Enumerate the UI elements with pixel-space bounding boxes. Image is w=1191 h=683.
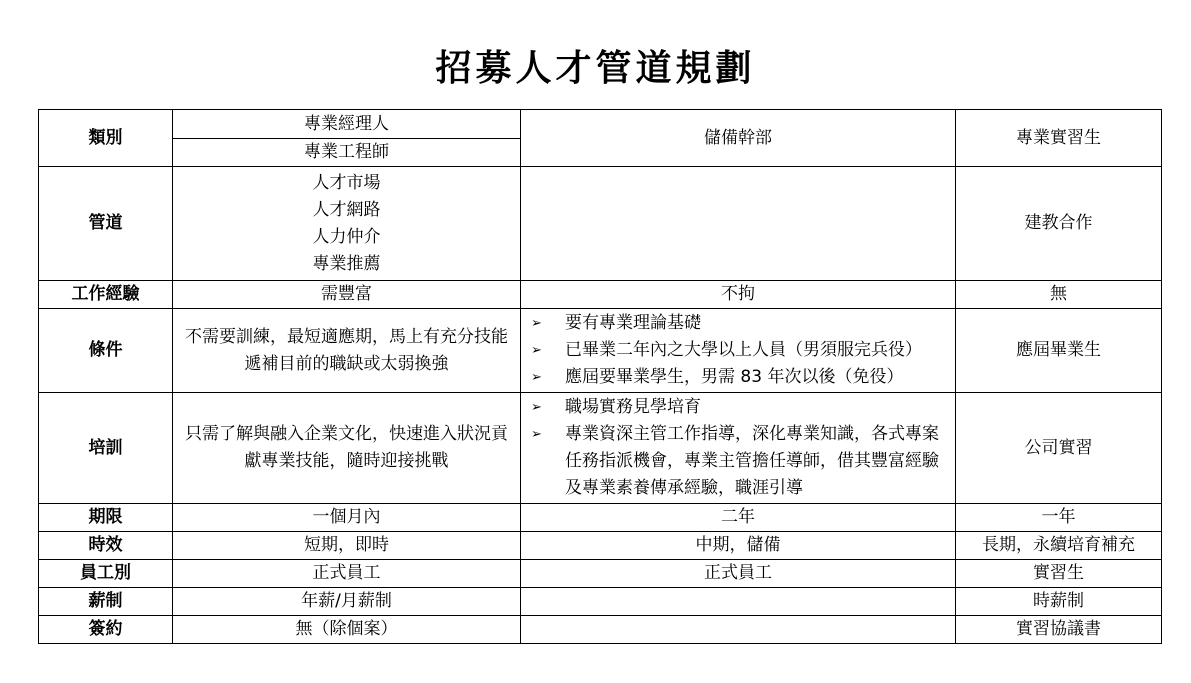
channel-item: 人才網路 xyxy=(312,199,381,220)
cell-term-col1: 一個月內 xyxy=(173,504,521,532)
table-row xyxy=(39,110,1162,139)
row-header-experience: 工作經驗 xyxy=(39,281,173,309)
cell-conditions-col3: 應屆畢業生 xyxy=(956,309,1162,393)
cell-timeliness-col3: 長期，永續培育補充 xyxy=(956,532,1162,560)
page-title: 招募人才管道規劃 xyxy=(435,47,756,89)
table-row xyxy=(39,560,1162,588)
list-item-text: 專業資深主管工作指導，深化專業知識，各式專案任務指派機會，專業主管擔任導師，借其豐富經驗及專業素養傳承經驗，職涯引導 xyxy=(565,424,939,498)
cell-experience-col1: 需豐富 xyxy=(173,281,521,309)
cell-salary-col3: 時薪制 xyxy=(956,588,1162,616)
row-header-channel: 管道 xyxy=(39,167,173,281)
channel-item: 人才市場 xyxy=(312,172,381,193)
row-header-term: 期限 xyxy=(39,504,173,532)
arrow-bullet-icon: ➢ xyxy=(531,316,542,331)
cell-term-col2: 二年 xyxy=(521,504,956,532)
arrow-bullet-icon: ➢ xyxy=(531,343,542,358)
list-item xyxy=(527,310,949,337)
cell-training-col3: 公司實習 xyxy=(956,393,1162,504)
list-item-text: 職場實務見學培育 xyxy=(565,397,701,417)
table-row xyxy=(39,393,1162,504)
training-list xyxy=(527,394,949,502)
row-header-conditions: 條件 xyxy=(39,309,173,393)
table-row xyxy=(39,281,1162,309)
cell-contract-col2 xyxy=(521,616,956,644)
cell-term-col3: 一年 xyxy=(956,504,1162,532)
list-item xyxy=(527,394,949,421)
list-item xyxy=(527,364,949,391)
list-item xyxy=(527,337,949,364)
table-row xyxy=(39,616,1162,644)
cell-category-engineer: 專業工程師 xyxy=(173,139,521,167)
channel-item: 人力仲介 xyxy=(312,226,381,247)
arrow-bullet-icon: ➢ xyxy=(531,400,542,415)
list-item xyxy=(527,421,949,502)
cell-conditions-col1: 不需要訓練，最短適應期，馬上有充分技能遞補目前的職缺或太弱換強 xyxy=(173,309,521,393)
cell-salary-col2 xyxy=(521,588,956,616)
cell-contract-col1: 無（除個案） xyxy=(173,616,521,644)
cell-experience-col2: 不拘 xyxy=(521,281,956,309)
list-item-text: 要有專業理論基礎 xyxy=(565,313,701,333)
list-item-text: 應屆要畢業學生，男需 83 年次以後（免役） xyxy=(565,367,904,387)
cell-employee-type-col1: 正式員工 xyxy=(173,560,521,588)
row-header-salary: 薪制 xyxy=(39,588,173,616)
conditions-list xyxy=(527,310,949,391)
cell-category-intern: 專業實習生 xyxy=(956,110,1162,167)
cell-channel-col1 xyxy=(173,167,521,281)
channel-item: 專業推薦 xyxy=(312,253,381,274)
cell-category-reserve-cadre: 儲備幹部 xyxy=(521,110,956,167)
row-header-contract: 簽約 xyxy=(39,616,173,644)
cell-timeliness-col1: 短期，即時 xyxy=(173,532,521,560)
table-row xyxy=(39,167,1162,281)
cell-salary-col1: 年薪/月薪制 xyxy=(173,588,521,616)
cell-training-col1: 只需了解與融入企業文化，快速進入狀況貢獻專業技能，隨時迎接挑戰 xyxy=(173,393,521,504)
table-row xyxy=(39,532,1162,560)
row-header-training: 培訓 xyxy=(39,393,173,504)
cell-timeliness-col2: 中期，儲備 xyxy=(521,532,956,560)
cell-channel-col3: 建教合作 xyxy=(956,167,1162,281)
row-header-category: 類別 xyxy=(39,110,173,167)
cell-employee-type-col3: 實習生 xyxy=(956,560,1162,588)
cell-conditions-col2 xyxy=(521,309,956,393)
cell-employee-type-col2: 正式員工 xyxy=(521,560,956,588)
arrow-bullet-icon: ➢ xyxy=(531,370,542,385)
recruitment-table xyxy=(38,109,1162,644)
cell-experience-col3: 無 xyxy=(956,281,1162,309)
list-item-text: 已畢業二年內之大學以上人員（男須服完兵役） xyxy=(565,340,922,360)
table-row xyxy=(39,588,1162,616)
cell-category-manager: 專業經理人 xyxy=(173,110,521,139)
row-header-employee-type: 員工別 xyxy=(39,560,173,588)
arrow-bullet-icon: ➢ xyxy=(531,427,542,442)
table-row xyxy=(39,309,1162,393)
cell-contract-col3: 實習協議書 xyxy=(956,616,1162,644)
table-row xyxy=(39,504,1162,532)
row-header-timeliness: 時效 xyxy=(39,532,173,560)
cell-channel-col2 xyxy=(521,167,956,281)
cell-training-col2 xyxy=(521,393,956,504)
